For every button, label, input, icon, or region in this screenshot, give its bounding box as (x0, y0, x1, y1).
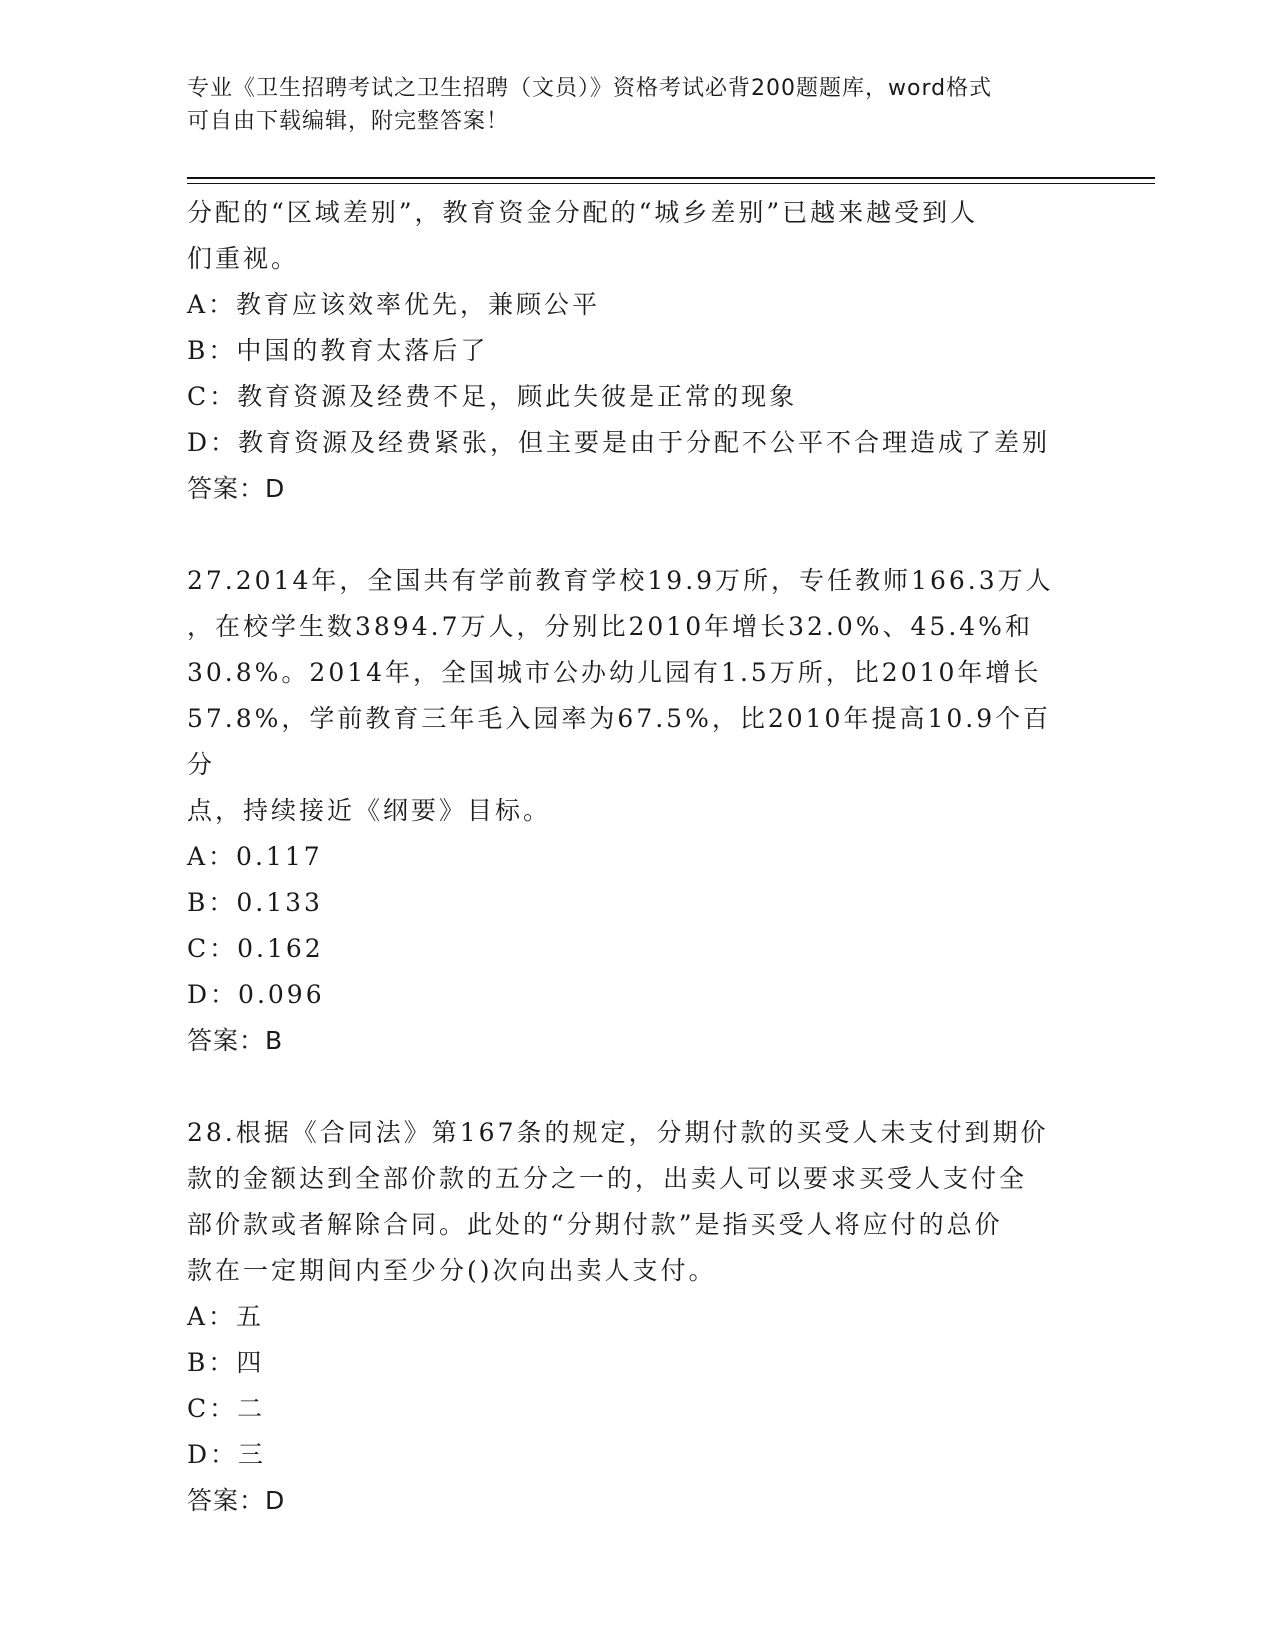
answer-line: 答案：D (187, 1486, 286, 1515)
option-d: D：三 (187, 1440, 267, 1469)
question-stem-line: 部价款或者解除合同。此处的“分期付款”是指买受人将应付的总价 (187, 1210, 1003, 1239)
option-b: B：中国的教育太落后了 (187, 336, 489, 365)
header-divider-thick (187, 177, 1155, 179)
question-stem-line: 们重视。 (187, 244, 300, 273)
option-b: B：0.133 (187, 888, 323, 917)
question-28 (187, 1110, 1077, 1524)
question-stem-line: 点，持续接近《纲要》目标。 (187, 796, 552, 825)
option-c: C：0.162 (187, 934, 324, 963)
question-stem-line: 款在一定期间内至少分()次向出卖人支付。 (187, 1256, 717, 1285)
option-d: D：0.096 (187, 980, 325, 1009)
question-stem-line: 57.8%，学前教育三年毛入园率为67.5%，比2010年提高10.9个百分 (187, 704, 1052, 779)
question-stem-line: 分配的“区域差别”，教育资金分配的“城乡差别”已越来越受到人 (187, 198, 979, 227)
option-b: B：四 (187, 1348, 265, 1377)
header-line-1: 专业《卫生招聘考试之卫生招聘（文员）》资格考试必背200题题库，word格式 (187, 76, 993, 101)
option-d: D：教育资源及经费紧张，但主要是由于分配不公平不合理造成了差别 (187, 428, 1051, 457)
question-list (187, 190, 1077, 1524)
option-a: A：教育应该效率优先，兼顾公平 (187, 290, 601, 319)
question-stem-line: 30.8%。2014年，全国城市公办幼儿园有1.5万所，比2010年增长 (187, 658, 1042, 687)
document-header (187, 72, 1087, 138)
option-a: A：0.117 (187, 842, 323, 871)
question-stem-line: 款的金额达到全部价款的五分之一的，出卖人可以要求买受人支付全 (187, 1164, 1028, 1193)
option-c: C：二 (187, 1394, 266, 1423)
option-c: C：教育资源及经费不足，顾此失彼是正常的现象 (187, 382, 798, 411)
answer-line: 答案：B (187, 1026, 284, 1055)
question-26 (187, 190, 1077, 512)
header-divider-thin (187, 183, 1155, 184)
header-line-2: 可自由下载编辑，附完整答案！ (187, 109, 510, 134)
question-27 (187, 558, 1077, 1064)
option-a: A：五 (187, 1302, 265, 1331)
question-stem-line: 27.2014年，全国共有学前教育学校19.9万所，专任教师166.3万人 (187, 566, 1054, 595)
question-stem-line: 28.根据《合同法》第167条的规定，分期付款的买受人未支付到期价 (187, 1118, 1049, 1147)
answer-line: 答案：D (187, 474, 286, 503)
question-stem-line: ，在校学生数3894.7万人，分别比2010年增长32.0%、45.4%和 (187, 612, 1033, 641)
